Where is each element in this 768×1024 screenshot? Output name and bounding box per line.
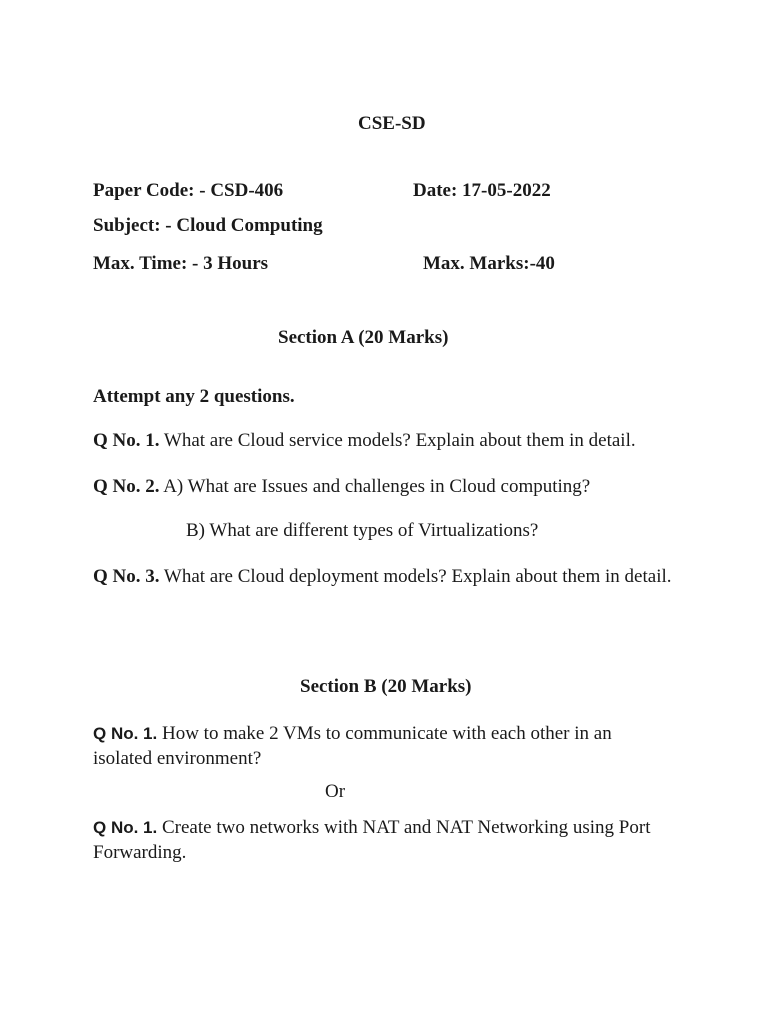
question-text: A) What are Issues and challenges in Cloud computing?: [159, 476, 591, 497]
question-label: Q No. 3.: [93, 566, 160, 587]
section-a-question-1: [93, 429, 636, 453]
section-a-question-2: [93, 475, 590, 499]
question-label: Q No. 1.: [93, 430, 160, 451]
exam-date: Date: 17-05-2022: [413, 180, 551, 201]
section-a-instruction: Attempt any 2 questions.: [93, 386, 295, 407]
question-text: What are Cloud deployment models? Explain about them in detail.: [159, 566, 672, 587]
section-a-question-2-part-b: B) What are different types of Virtualizations?: [186, 520, 539, 541]
question-text: What are Cloud service models? Explain about them in detail.: [159, 430, 636, 451]
section-a-title: Section A (20 Marks): [278, 327, 449, 348]
question-text: Create two networks with NAT and NAT Networking using Port Forwarding.: [93, 817, 651, 863]
question-label: Q No. 1.: [93, 724, 158, 743]
question-label: Q No. 2.: [93, 476, 160, 497]
section-a-question-3: [93, 565, 693, 588]
max-marks: Max. Marks:-40: [423, 253, 555, 274]
question-label: Q No. 1.: [93, 818, 158, 837]
paper-code: Paper Code: - CSD-406: [93, 180, 284, 201]
or-separator: Or: [325, 781, 346, 802]
max-time: Max. Time: - 3 Hours: [93, 253, 269, 274]
section-b-title: Section B (20 Marks): [300, 676, 472, 697]
question-text: How to make 2 VMs to communicate with each other in an isolated environment?: [93, 723, 612, 769]
section-b-question-1: [93, 721, 673, 771]
subject: Subject: - Cloud Computing: [93, 215, 323, 236]
section-b-question-1-alt: [93, 815, 683, 865]
department-heading: CSE-SD: [358, 113, 426, 134]
